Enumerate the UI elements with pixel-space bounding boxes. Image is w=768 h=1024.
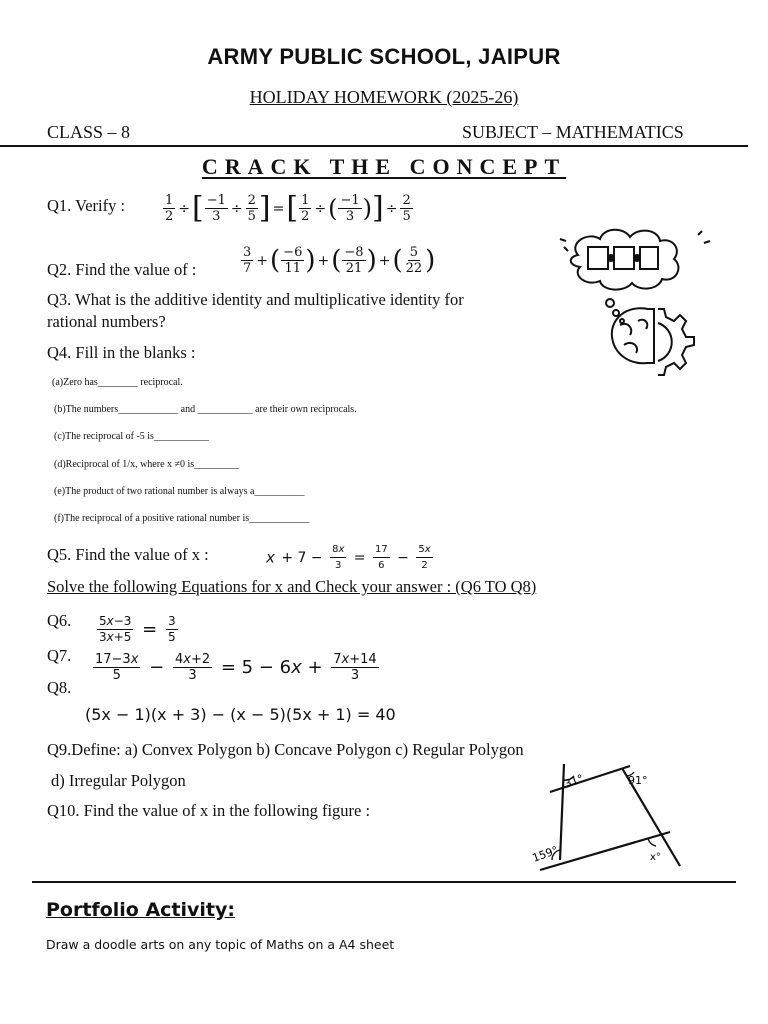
solve-heading: Solve the following Equations for x and Check your answer : (Q6 TO Q8) xyxy=(47,577,537,596)
portfolio-text: Draw a doodle arts on any topic of Maths on a A4 sheet xyxy=(46,937,395,952)
q8-label: Q8. xyxy=(47,678,72,697)
blank-d: (d)Reciprocal of 1/x, where x ≠0 is_________ xyxy=(54,459,240,470)
class-label: CLASS – 8 xyxy=(47,122,131,142)
q4-label: Q4. Fill in the blanks : xyxy=(47,343,196,362)
q10-label: Q10. Find the value of x in the following figure : xyxy=(47,801,371,820)
q1-label: Q1. Verify : xyxy=(47,196,126,215)
angle-x-label: x° xyxy=(650,852,661,863)
q6-equation: $\frac{5x-3}{3x+5}$ = $\frac{3}{5}$ xyxy=(99,614,176,644)
q5-label: Q5. Find the value of x : xyxy=(47,545,209,564)
q10-figure xyxy=(530,762,690,874)
q2-label: Q2. Find the value of : xyxy=(47,260,197,279)
header-divider xyxy=(0,145,748,147)
q5-equation: x + 7 − $\frac{8x}{3}$ = $\frac{17}{6}$ − $\frac{5x}{2}$ xyxy=(266,544,431,571)
q9-line1: Q9.Define: a) Convex Polygon b) Concave Polygon c) Regular Polygon xyxy=(47,740,524,759)
angle-159-label: 159° xyxy=(530,843,560,865)
q3-line2: rational numbers? xyxy=(47,312,166,331)
blank-c: (c)The reciprocal of -5 is___________ xyxy=(54,431,209,442)
subject-label: SUBJECT – MATHEMATICS xyxy=(462,122,684,142)
q8-equation: (5x − 1)(x + 3) − (x − 5)(5x + 1) = 40 xyxy=(85,705,396,724)
q7-equation: $\frac{17-3x}{5}$ − $\frac{4x+2}{3}$ = 5 − 6x + $\frac{7x+14}{3}$ xyxy=(95,652,377,683)
q7-label: Q7. xyxy=(47,646,72,665)
homework-title: HOLIDAY HOMEWORK (2025-26) xyxy=(249,87,519,107)
blank-a: (a)Zero has________ reciprocal. xyxy=(52,377,183,388)
blank-b: (b)The numbers____________ and ___________ are their own reciprocals. xyxy=(54,404,357,415)
portfolio-title: Portfolio Activity: xyxy=(46,899,235,921)
banner-title: CRACK THE CONCEPT xyxy=(201,154,567,179)
blank-e: (e)The product of two rational number is always a__________ xyxy=(54,486,305,497)
thinking-head-icon xyxy=(558,225,718,385)
q1-expression: $\frac{1}{2}$ ÷[ $\frac{-1}{3}$ ÷ $\frac{2}{5}$ ] =[ $\frac{1}{2}$ ÷( $\frac{-1}{3}$ )] ÷ $\frac{2}{5}$ xyxy=(165,190,411,226)
angle-31-label: 31° xyxy=(562,771,586,791)
q9-line2: d) Irregular Polygon xyxy=(51,771,186,790)
angle-91-label: 91° xyxy=(628,774,648,787)
q6-label: Q6. xyxy=(47,611,72,630)
school-name: ARMY PUBLIC SCHOOL, JAIPUR xyxy=(207,44,561,69)
blank-f: (f)The reciprocal of a positive rational number is____________ xyxy=(54,513,310,524)
q3-line1: Q3. What is the additive identity and multiplicative identity for xyxy=(47,290,464,309)
footer-divider xyxy=(32,881,736,883)
q2-expression: $\frac{3}{7}$ +( $\frac{-6}{11}$ ) +( $\frac{-8}{21}$ ) +( $\frac{5}{22}$ ) xyxy=(243,245,436,276)
